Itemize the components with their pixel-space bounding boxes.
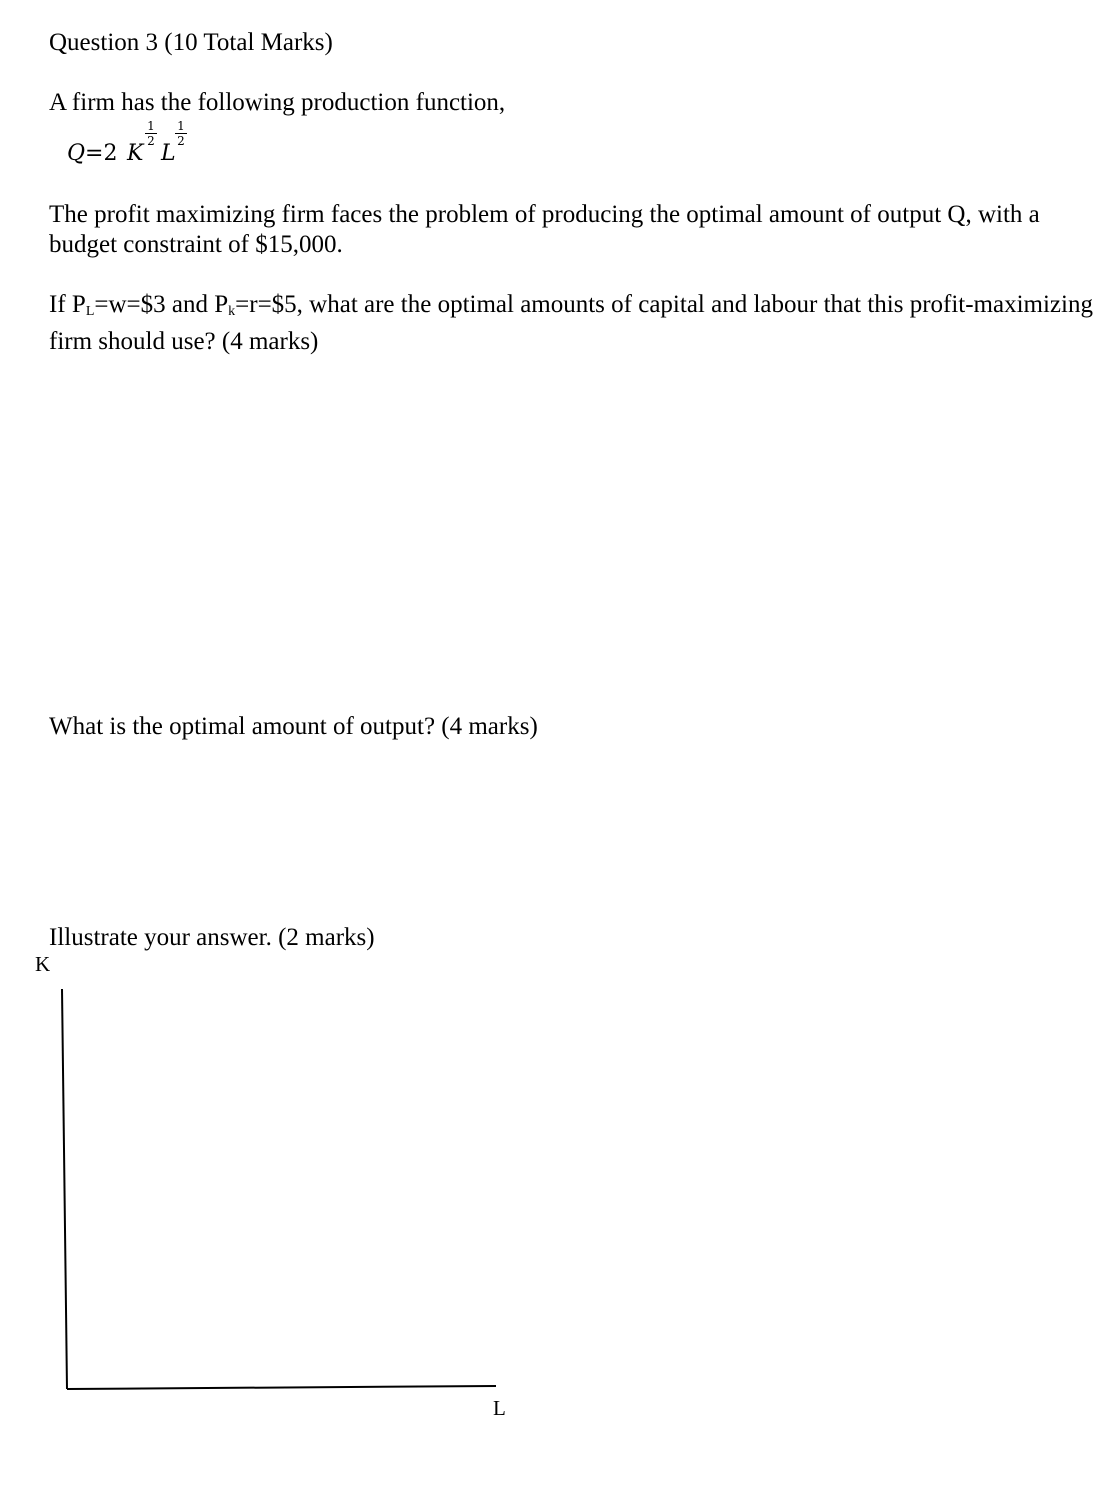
problem-statement: The profit maximizing firm faces the problem of producing the optimal amount of output Q, with a budget constraint of $15,000. xyxy=(49,201,1040,258)
question-intro: A firm has the following production function, xyxy=(49,89,506,116)
eq-var-l: L xyxy=(161,141,176,166)
eq-coef: 2 xyxy=(103,141,118,166)
subscript-k: k xyxy=(228,304,236,319)
part-c-question: Illustrate your answer. (2 marks) xyxy=(49,924,375,951)
y-axis-label: K xyxy=(35,952,51,976)
eq-lhs: Q xyxy=(67,141,86,166)
x-axis-label: L xyxy=(493,1396,506,1420)
eq-sign: = xyxy=(85,141,104,166)
question-title: Question 3 (10 Total Marks) xyxy=(49,29,333,56)
part-b-question: What is the optimal amount of output? (4 marks) xyxy=(49,713,538,740)
subscript-l: L xyxy=(85,304,95,319)
eq-var-k: K xyxy=(127,141,144,166)
eq-exp-l: $\frac{1}{2}$ xyxy=(175,120,187,147)
y-axis-line xyxy=(62,989,67,1389)
x-axis-line xyxy=(67,1386,496,1389)
eq-exp-k: $\frac{1}{2}$ xyxy=(145,120,157,147)
part-a-question: If $P_L=w=\$3$ and $P_k=r=\$5$, what are the optimal amounts of capital and labour that this profit-maximizing firm should use? (4 marks) xyxy=(49,291,1093,355)
